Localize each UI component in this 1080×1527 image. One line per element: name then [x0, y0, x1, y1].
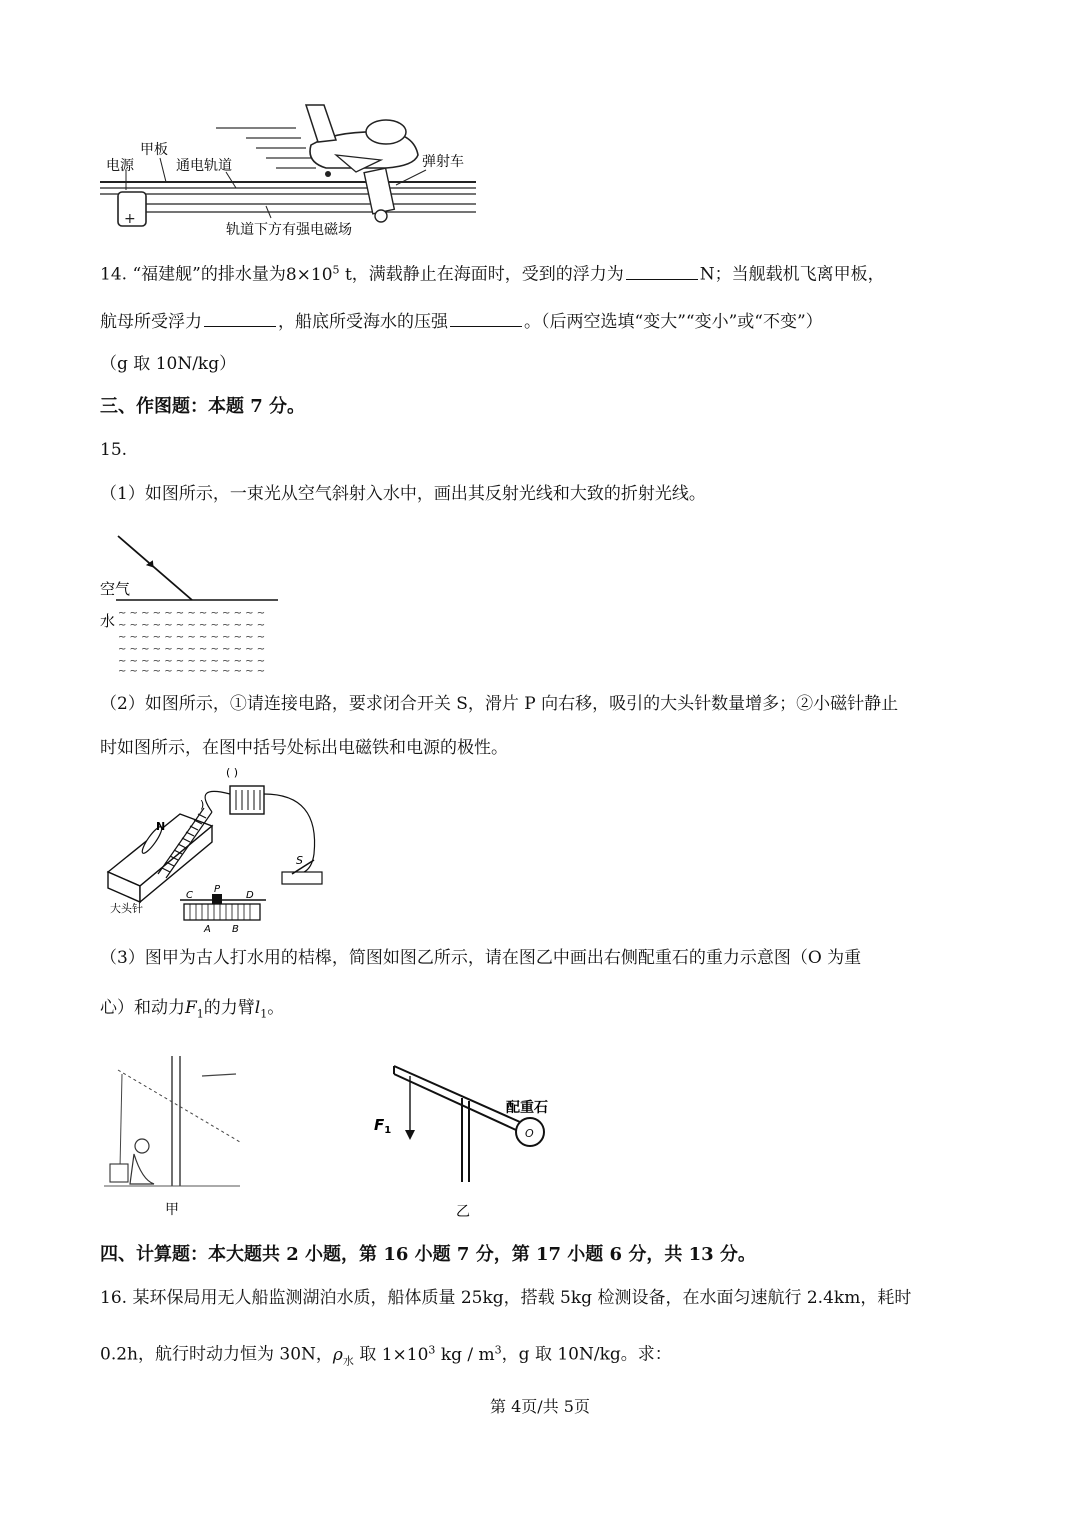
q16-line1: 16. 某环保局用无人船监测湖泊水质，船体质量 25kg，搭载 5kg 检测设备，在水面匀速航行 2.4km，耗时	[100, 1288, 912, 1308]
figure-jia	[100, 1050, 245, 1220]
q14-line2: 航母所受浮力 ，船底所受海水的压强 。（后两空选填“变大”“变小”或“不变”）	[100, 312, 823, 332]
q14-line3: （g 取 10N/kg）	[100, 354, 237, 374]
q15-part2-line1: （2）如图所示，①请连接电路，要求闭合开关 S，滑片 P 向右移，吸引的大头针数量增多；②小磁针静止	[100, 694, 899, 714]
q15-part3-line2: 心）和动力$F_1$的力臂$l_1$。	[100, 998, 285, 1021]
label-jia: 甲	[165, 1202, 179, 1218]
section4-title: 四、计算题：本大题共 2 小题，第 16 小题 7 分，第 17 小题 6 分，共 13 分。	[100, 1244, 756, 1265]
label-deck: 甲板	[140, 142, 168, 158]
catapult-figure	[96, 100, 480, 240]
page-footer: 第 4页/共 5页	[490, 1397, 590, 1416]
q14-blank-1[interactable]	[626, 263, 698, 280]
label-yi: 乙	[456, 1204, 470, 1220]
label-c: C	[186, 890, 193, 901]
label-s: S	[296, 854, 303, 867]
label-car: 弹射车	[422, 154, 464, 170]
q14-blank-3[interactable]	[450, 310, 522, 327]
label-b: B	[232, 924, 239, 934]
jia-drawing	[100, 1050, 245, 1220]
refraction-drawing	[96, 530, 286, 680]
circuit-figure	[100, 764, 330, 934]
svg-text:~ ~ ~ ~ ~ ~ ~ ~ ~ ~ ~ ~ ~: ~ ~ ~ ~ ~ ~ ~ ~ ~ ~ ~ ~ ~	[118, 620, 266, 631]
label-p: P	[214, 884, 221, 895]
q14-blank-2[interactable]	[204, 310, 276, 327]
label-air: 空气	[100, 580, 131, 598]
svg-text:+: +	[124, 211, 136, 227]
svg-text:~ ~ ~ ~ ~ ~ ~ ~ ~ ~ ~ ~ ~: ~ ~ ~ ~ ~ ~ ~ ~ ~ ~ ~ ~ ~	[118, 644, 266, 655]
label-power: 电源	[106, 158, 134, 174]
svg-text:~ ~ ~ ~ ~ ~ ~ ~ ~ ~ ~ ~ ~: ~ ~ ~ ~ ~ ~ ~ ~ ~ ~ ~ ~ ~	[118, 666, 266, 677]
label-track: 通电轨道	[176, 158, 232, 174]
svg-text:O: O	[525, 1127, 534, 1140]
q14-text-c: N；当舰载机飞离甲板，	[699, 264, 885, 285]
rho-symbol: $\rho_水$	[332, 1344, 354, 1368]
label-water: 水	[100, 612, 116, 630]
label-d: D	[246, 890, 254, 901]
yi-drawing	[370, 1060, 570, 1222]
q14-line1	[100, 258, 885, 287]
label-counterweight: 配重石	[506, 1100, 548, 1116]
svg-text:~ ~ ~ ~ ~ ~ ~ ~ ~ ~ ~ ~ ~: ~ ~ ~ ~ ~ ~ ~ ~ ~ ~ ~ ~ ~	[118, 632, 266, 643]
q15-number: 15.	[100, 440, 128, 460]
bracket-left: )	[200, 798, 205, 811]
circuit-drawing	[100, 764, 330, 934]
q14-displacement: $8\times 10^5$ t	[285, 263, 352, 285]
q15-part1: （1）如图所示，一束光从空气斜射入水中，画出其反射光线和大致的折射光线。	[100, 484, 706, 504]
bracket-top: ( )	[226, 766, 239, 779]
refraction-figure	[96, 530, 286, 680]
catapult-drawing	[96, 100, 480, 240]
svg-text:~ ~ ~ ~ ~ ~ ~ ~ ~ ~ ~ ~ ~: ~ ~ ~ ~ ~ ~ ~ ~ ~ ~ ~ ~ ~	[118, 608, 266, 619]
q15-part2-line2: 时如图所示，在图中括号处标出电磁铁和电源的极性。	[100, 738, 508, 758]
label-f1: $F_1$	[374, 1116, 392, 1136]
figure-yi	[370, 1060, 570, 1222]
q16-line2: 0.2h，航行时动力恒为 30N，$\rho_水$ 取 $1\times 10^3$ kg / $m^3$，g 取 10N/kg。求：	[100, 1343, 672, 1368]
arm-symbol: $l_1$	[254, 998, 268, 1021]
q15-part3-line1: （3）图甲为古人打水用的桔槔，简图如图乙所示，请在图乙中画出右侧配重石的重力示意图（O 为重	[100, 948, 862, 968]
label-a: A	[204, 924, 211, 934]
force-symbol: $F_1$	[185, 998, 204, 1021]
label-pins: 大头针	[110, 902, 143, 915]
svg-text:~ ~ ~ ~ ~ ~ ~ ~ ~ ~ ~ ~ ~: ~ ~ ~ ~ ~ ~ ~ ~ ~ ~ ~ ~ ~	[118, 656, 266, 667]
density-value: $1\times 10^3$ kg / $m^3$	[381, 1343, 502, 1365]
section3-title: 三、作图题：本题 7 分。	[100, 396, 306, 417]
label-n: N	[156, 820, 166, 833]
q14-text-b: ，满载静止在海面时，受到的浮力为	[351, 264, 624, 285]
label-field: 轨道下方有强电磁场	[226, 222, 352, 238]
q14-text-a: 14. “福建舰”的排水量为	[100, 264, 286, 285]
